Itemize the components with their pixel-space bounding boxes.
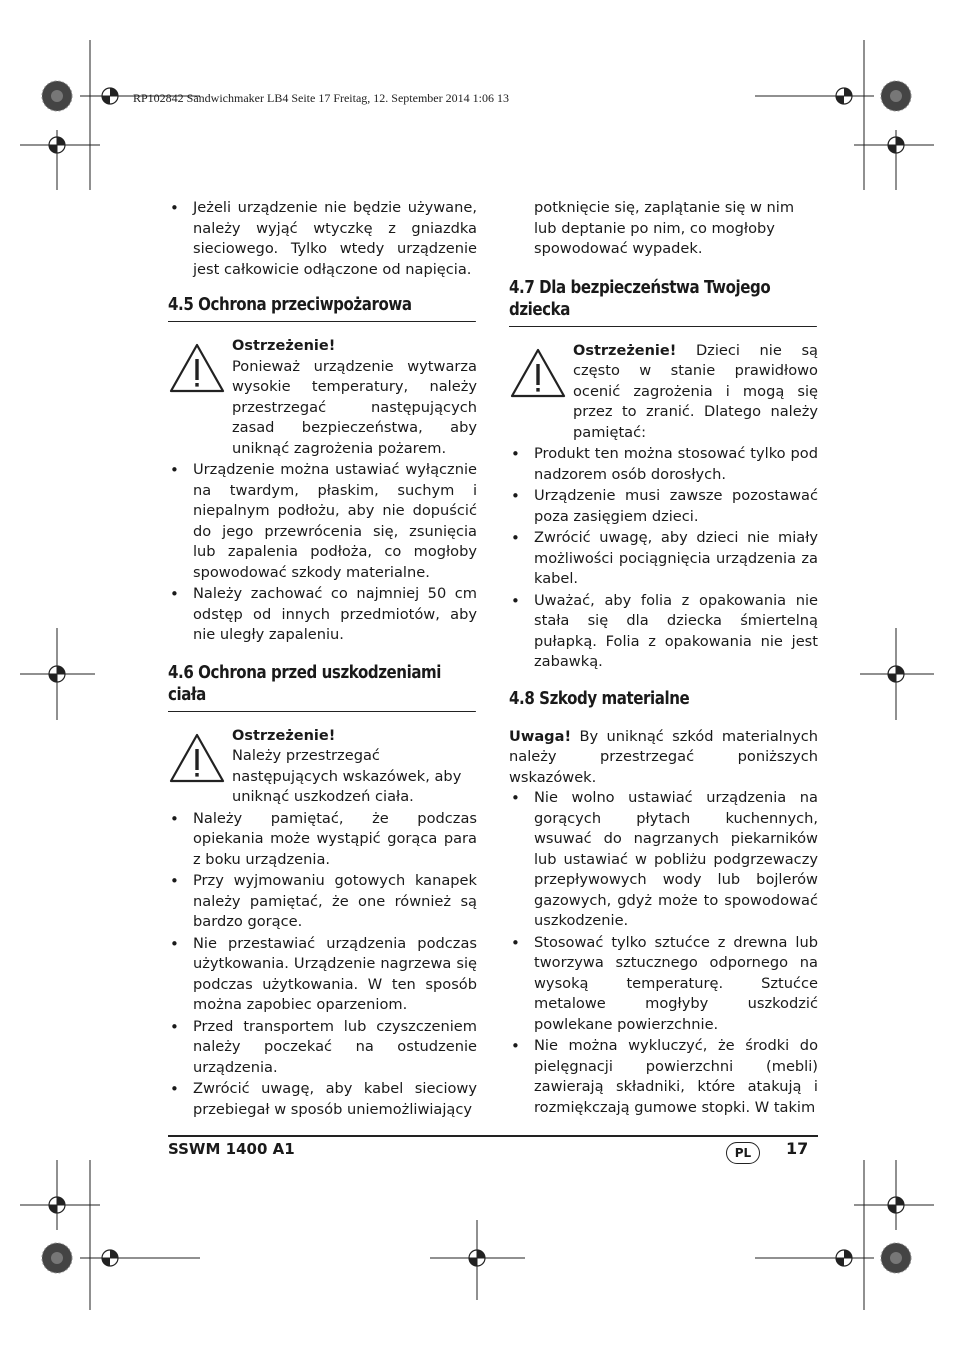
note-text: By uniknąć szkód materialnych należy przestrzegać poniższych wskazówek. — [509, 727, 819, 786]
footer-divider — [168, 1135, 818, 1137]
list-item: • Stosować tylko sztućce z drewna lub tworzywa sztucznego odpornego na wysoką temperaturę. Sztućce metalowe mogłyby uszkodzić powlekane powierzchnie. — [509, 933, 818, 1036]
right-column — [509, 198, 818, 1119]
warning-label: Ostrzeżenie! — [232, 338, 336, 354]
warning-triangle-icon — [168, 342, 226, 394]
list-item: • Urządzenie można ustawiać wyłącznie na twardym, płaskim, suchym i niepalnym podłożu, aby nie dopuścić do jego przewrócenia się, zsunięcia lub zapalenia podłoża, co mogłoby spowodować szkody materialne. — [168, 460, 477, 583]
warning-label: Ostrzeżenie! — [573, 342, 677, 359]
warning-triangle-icon — [509, 347, 567, 399]
list-item: • Produkt ten można stosować tylko pod nadzorem osób dorosłych. — [509, 444, 818, 485]
continuation-text: potknięcie się, zaplątanie się w nim lub deptanie po nim, co mogłoby spowodować wypadek. — [534, 199, 795, 257]
page-number: 17 — [786, 1139, 809, 1158]
note-label: Uwaga! — [509, 727, 572, 745]
list-item: • Nie przestawiać urządzenia podczas użytkowania. Urządzenie nagrzewa się podczas użytkowania. W ten sposób można zapobiec oparzeniom. — [168, 934, 477, 1016]
section-heading-4-6: 4.6 Ochrona przed uszkodzeniami ciała — [168, 662, 476, 712]
warning-box-child — [509, 341, 818, 444]
warning-box-fire — [168, 336, 477, 459]
list-item: • Jeżeli urządzenie nie będzie używane, należy wyjąć wtyczkę z gniazdka sieciowego. Tylko wtedy urządzenie jest całkowicie odłączone od napięcia. — [168, 198, 477, 280]
list-item: • Przy wyjmowaniu gotowych kanapek należy pamiętać, że one również są bardzo gorące. — [168, 871, 477, 933]
section-heading-4-7: 4.7 Dla bezpieczeństwa Twojego dziecka — [509, 277, 817, 327]
warning-text: Ponieważ urządzenie wytwarza wysokie temperatury, należy przestrzegać następujących zasad bezpieczeństwa, aby uniknąć zagrożenia pożarem. — [232, 357, 477, 457]
warning-text: Należy przestrzegać następujących wskazówek, aby uniknąć uszkodzeń ciała. — [232, 747, 462, 805]
list-item: • Nie wolno ustawiać urządzenia na gorących płytach kuchennych, wsuwać do nagrzanych piekarników lub ustawiać w pobliżu podgrzewaczy przepływowych wody lub bojlerów gazowych, gdyż może to spowodować uszkodzenie. — [509, 788, 818, 932]
list-item: • Należy zachować co najmniej 50 cm odstęp od innych przedmiotów, aby nie uległy zapaleniu. — [168, 584, 477, 646]
list-item: • Uważać, aby folia z opakowania nie stała się dla dziecka śmiertelną pułapką. Folia z opakowania nie jest zabawką. — [509, 591, 818, 673]
list-item: • Należy pamiętać, że podczas opiekania może wystąpić gorąca para z boku urządzenia. — [168, 809, 477, 871]
warning-triangle-icon — [168, 732, 226, 784]
print-header: RP102842 Sandwichmaker LB4 Seite 17 Freitag, 12. September 2014 1:06 13 — [133, 91, 509, 105]
section-heading-4-5: 4.5 Ochrona przeciwpożarowa — [168, 294, 476, 322]
list-item: • Zwrócić uwagę, aby dzieci nie miały możliwości pociągnięcia urządzenia za kabel. — [509, 528, 818, 590]
section-heading-4-8: 4.8 Szkody materialne — [509, 688, 690, 709]
intro-list — [168, 198, 477, 280]
section-4-8-list — [509, 788, 818, 1118]
note-paragraph — [509, 727, 818, 789]
list-item: • Nie można wykluczyć, że środki do pielęgnacji powierzchni (mebli) zawierają składniki, które atakują i rozmiękczają gumowe stopki. W takim — [509, 1036, 818, 1118]
warning-box-injury — [168, 726, 477, 808]
left-column — [168, 198, 477, 1121]
section-4-6-list — [168, 809, 477, 1121]
list-item: • Urządzenie musi zawsze pozostawać poza zasięgiem dzieci. — [509, 486, 818, 527]
list-item: • Zwrócić uwagę, aby kabel sieciowy przebiegał w sposób uniemożliwiający — [168, 1079, 477, 1120]
section-4-7-list — [509, 444, 818, 673]
list-item: • Przed transportem lub czyszczeniem należy poczekać na ostudzenie urządzenia. — [168, 1017, 477, 1079]
section-4-5-list — [168, 460, 477, 646]
footer-model: SSWM 1400 A1 — [168, 1140, 295, 1158]
warning-text: Dzieci nie są często w stanie prawidłowo ocenić zagrożenia i mogą się przez to zranić. Dlatego należy pamiętać: — [573, 341, 818, 441]
language-badge: PL — [726, 1142, 760, 1164]
warning-label: Ostrzeżenie! — [232, 727, 336, 744]
